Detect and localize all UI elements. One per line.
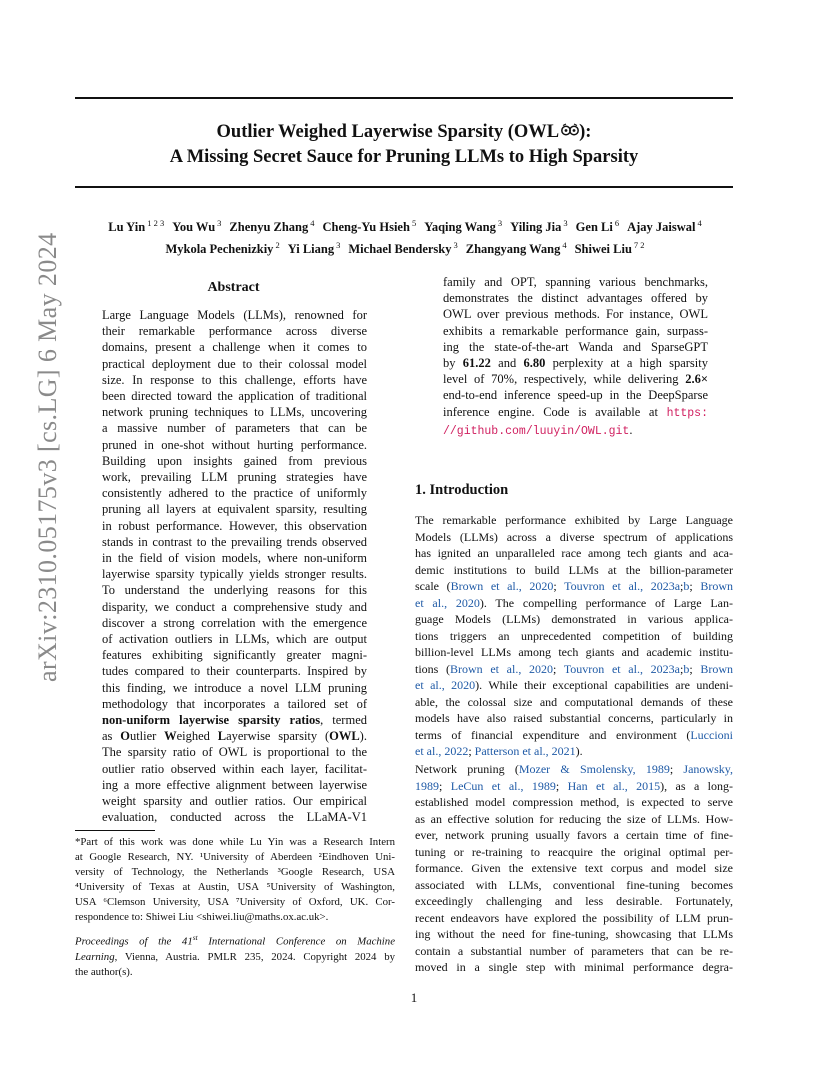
abstract-line: ing a more effective alignment between layerwise xyxy=(102,777,367,792)
author-name: Michael Bendersky $^3$ xyxy=(348,240,458,257)
affiliation-marker: 4 xyxy=(562,240,567,251)
abstract-line: OWL over previous methods. For instance, OWL xyxy=(443,307,708,322)
abstract-line: tudes compared to their counterparts. Inspired by xyxy=(102,664,367,679)
abstract-line: domains, present a challenge when it comes to xyxy=(102,340,367,355)
affiliation-marker: 3 xyxy=(336,240,341,251)
abstract-line: end-to-end inference speed-up in the DeepSparse xyxy=(443,388,708,403)
body-line: tuning or re-training to reacquire the original optimal per- xyxy=(415,844,733,859)
affiliation-marker: 7 2 xyxy=(633,240,645,251)
body-line: formance. Given the extensive text corpus and model size xyxy=(415,861,733,875)
affiliation-marker: 4 xyxy=(310,218,315,228)
abstract-line: layerwise sparsity typically yields stronger results. xyxy=(102,567,367,582)
title-line-1: Outlier Weighed Layerwise Sparsity (OWL ): xyxy=(75,120,733,145)
proceedings-note: Proceedings of the 41st International Conference on Machine Learning, Vienna, Austria. PMLR 235, 2024. Copyright 2024 by the author(s). xyxy=(75,933,395,978)
abstract-line: pruned in one-shot without hurting performance. xyxy=(102,437,367,452)
abstract-line: work, prevailing LLM pruning strategies have xyxy=(102,470,367,485)
affiliation-marker: 1 2 3 xyxy=(147,218,165,228)
body-line: able, the colossal size and computational demands of these xyxy=(415,694,733,709)
affiliation-marker: 6 xyxy=(614,218,620,228)
abstract-left-column xyxy=(102,307,367,826)
affiliation-marker: 3 xyxy=(453,240,458,251)
abstract-line: in the field of vision models, where non-uniform xyxy=(102,551,367,566)
abstract-line: outlier ratio observed within each layer, facilitat- xyxy=(102,761,367,776)
title-rule-bottom xyxy=(75,186,733,188)
authors-line-1 xyxy=(60,214,750,236)
body-line: Models (LLMs) across a diverse spectrum of applications xyxy=(415,529,733,544)
page-number: 1 xyxy=(410,990,418,1005)
citation-link[interactable]: Han et al., 2015 xyxy=(567,778,661,793)
author-name: Cheng-Yu Hsieh $^5$ xyxy=(322,218,417,235)
footnote-line: at Google Research, NY. ¹University of Aberdeen ²Eindhoven Uni- xyxy=(75,851,395,863)
body-line: 1989; LeCun et al., 1989; Han et al., 2015), as a long- xyxy=(415,778,733,793)
citation-link[interactable]: Janowsky, xyxy=(683,762,733,776)
abstract-line: practical deployment due to their colossal model xyxy=(102,356,367,371)
section-heading-introduction: 1. Introduction xyxy=(415,482,509,498)
affiliation-marker: 4 xyxy=(697,218,702,228)
author-name: Ajay Jaiswal $^4$ xyxy=(627,218,702,235)
abstract-results-line: by 61.22 and 6.80 perplexity at a high sparsity xyxy=(443,356,708,371)
author-name: Yi Liang $^3$ xyxy=(287,240,341,257)
body-line: Network pruning (Mozer & Smolensky, 1989; Janowsky, xyxy=(415,762,733,776)
affiliation-marker: 5 xyxy=(411,218,417,228)
citation-link[interactable]: Brown et al., 2020 xyxy=(450,661,554,676)
citation-link[interactable]: Brown xyxy=(700,579,733,593)
footnote-line: respondence to: Shiwei Liu <shiwei.liu@maths.ox.ac.uk>. xyxy=(75,911,329,923)
body-line: contain a substantial number of parameters that can be re- xyxy=(415,943,733,958)
body-line: has ignited an unparalleled race among tech giants and aca- xyxy=(415,546,733,560)
introduction-paragraph-1 xyxy=(415,512,733,760)
abstract-owl-line: as Outlier Weighed Layerwise sparsity (OWL). xyxy=(102,729,367,744)
author-name: Gen Li $^6$ xyxy=(575,218,620,235)
author-name: You Wu $^3$ xyxy=(172,218,222,235)
abstract-line: of activation outliers in LLMs, which are output xyxy=(102,632,367,647)
abstract-line: Large Language Models (LLMs), renowned for xyxy=(102,308,367,322)
abstract-line: disparity, we conduct a comprehensive study and xyxy=(102,599,367,614)
abstract-line: network pruning techniques to LLMs, uncovering xyxy=(102,405,367,420)
affiliation-marker: 3 xyxy=(563,218,568,228)
body-line: guage Models (LLMs) demonstrated in various applica- xyxy=(415,612,733,626)
citation-link[interactable]: 1989 xyxy=(415,778,439,793)
author-list xyxy=(60,214,750,258)
abstract-bold-line: non-uniform layerwise sparsity ratios, termed xyxy=(102,713,367,728)
citation-link[interactable]: LeCun et al., 1989 xyxy=(450,778,556,793)
citation-link[interactable]: Patterson et al., 2021 xyxy=(474,744,576,758)
body-line: ever, network pruning usually favors a certain time of fine- xyxy=(415,828,733,842)
citation-link[interactable]: Mozer & Smolensky, 1989 xyxy=(518,762,670,776)
body-line: tions triggers an unprecedented competition of building xyxy=(415,628,733,643)
abstract-line: consistently adhered to the practice of uniformly xyxy=(102,486,367,501)
abstract-line: a massive number of parameters that can be xyxy=(102,421,367,436)
footnote-line: versity of Technology, the Netherlands ³Google Research, USA xyxy=(75,866,395,878)
code-link-continued[interactable]: //github.com/luuyin/OWL.git xyxy=(443,424,630,438)
title-rule-top xyxy=(75,97,733,99)
abstract-line: Building upon insights gained from previous xyxy=(102,453,367,468)
citation-link[interactable]: et al., 2020 xyxy=(415,678,476,692)
owl-glasses-icon xyxy=(561,120,579,145)
abstract-speedup-line: level of 70%, respectively, while delivering 2.6× xyxy=(443,372,708,387)
body-line: et al., 2020). The compelling performance of Large Lan- xyxy=(415,595,733,610)
body-line: demic institutions to build LLMs at the billion-parameter xyxy=(415,562,733,577)
arxiv-identifier-stamp: arXiv:2310.05175v3 [cs.LG] 6 May 2024 xyxy=(33,232,62,682)
abstract-line: evaluation, conducted across the LLaMA-V1 xyxy=(102,810,367,825)
citation-link[interactable]: Brown xyxy=(700,661,733,676)
abstract-line: weight sparsity and outlier ratios. Our empirical xyxy=(102,794,367,809)
abstract-line: family and OPT, spanning various benchmarks, xyxy=(443,275,708,289)
abstract-line: features exhibiting significantly greater magni- xyxy=(102,648,367,663)
abstract-line: stands in contrast to the prevailing trends observed xyxy=(102,534,367,549)
body-line: established model compression method, is expected to serve xyxy=(415,795,733,809)
abstract-line: this finding, we introduce a novel LLM pruning xyxy=(102,680,367,695)
abstract-line: discover a strong correlation with the emergence xyxy=(102,615,367,630)
author-name: Zhangyang Wang $^4$ xyxy=(465,240,567,257)
abstract-code-line-2: //github.com/luuyin/OWL.git. xyxy=(443,422,633,438)
footnote-rule xyxy=(75,830,155,831)
code-link[interactable]: https: xyxy=(666,406,708,420)
abstract-code-line: inference engine. Code is available at https: xyxy=(443,404,708,420)
authors-line-2 xyxy=(60,236,750,258)
abstract-line: in robust performance. However, this observation xyxy=(102,518,367,533)
author-name: Yaqing Wang $^3$ xyxy=(424,218,503,235)
citation-link[interactable]: Brown et al., 2020 xyxy=(450,579,554,593)
body-line: as an effective solution for reducing the size of LLMs. How- xyxy=(415,811,733,826)
body-line: billion-level LLMs among tech giants and academic institu- xyxy=(415,645,733,659)
body-line: recent endeavors have explored the possibility of LLM prun- xyxy=(415,910,733,925)
citation-link[interactable]: Touvron et al., 2023a xyxy=(563,661,680,676)
footnote-line: USA ⁶Clemson University, USA ⁷University of Oxford, UK. Cor- xyxy=(75,896,395,908)
body-line: associated with LLMs, conventional fine-tuning becomes xyxy=(415,877,733,892)
abstract-line: demonstrates the distinct advantages offered by xyxy=(443,291,708,306)
author-name: Shiwei Liu $^{7 2}$ xyxy=(574,240,645,257)
citation-link[interactable]: et al., 2020 xyxy=(415,595,480,610)
abstract-line: To understand the underlying reasons for this xyxy=(102,583,367,598)
author-name: Lu Yin $^{1 2 3}$ xyxy=(108,218,165,235)
affiliation-marker: 3 xyxy=(497,218,503,228)
abstract-line: pruning all layers at equivalent sparsity, resulting xyxy=(102,502,367,517)
abstract-line: ing the state-of-the-art Wanda and SparseGPT xyxy=(443,339,708,354)
abstract-line: methodology that incorporates a tailored set of xyxy=(102,696,367,711)
body-line: moved in a single step with minimal performance degra- xyxy=(415,960,733,974)
citation-link[interactable]: et al., 2022 xyxy=(415,744,469,758)
abstract-line: been directed toward the application of traditional xyxy=(102,389,367,404)
citation-link[interactable]: b xyxy=(683,579,690,593)
title-line-2: A Missing Secret Sauce for Pruning LLMs to High Sparsity xyxy=(169,147,639,167)
affiliation-marker: 3 xyxy=(217,218,222,228)
body-line: tions (Brown et al., 2020; Touvron et al., 2023a;b; Brown xyxy=(415,661,733,676)
body-line: terms of financial expenditure and environment (Luccioni xyxy=(415,727,733,742)
abstract-right-column xyxy=(443,274,708,440)
body-line: et al., 2020). While their exceptional capabilities are undeni- xyxy=(415,678,733,692)
footnote-line: ⁴University of Texas at Austin, USA ⁵University of Washington, xyxy=(75,881,395,893)
abstract-heading: Abstract xyxy=(207,280,260,295)
abstract-line: The sparsity ratio of OWL is proportional to the xyxy=(102,745,367,760)
citation-link[interactable]: b xyxy=(683,661,690,676)
introduction-paragraph-2 xyxy=(415,761,733,976)
body-line: scale (Brown et al., 2020; Touvron et al., 2023a;b; Brown xyxy=(415,579,733,593)
abstract-line: their remarkable performance across diverse xyxy=(102,324,367,339)
body-line: models have also raised substantial concerns, particularly in xyxy=(415,711,733,725)
affiliation-marker: 2 xyxy=(275,240,280,251)
author-name: Yiling Jia $^3$ xyxy=(510,218,568,235)
author-name: Mykola Pechenizkiy $^2$ xyxy=(165,240,280,257)
paper-title xyxy=(75,120,733,170)
body-line: exceedingly challenging and less desirable. Fortunately, xyxy=(415,894,733,908)
footnote-line: *Part of this work was done while Lu Yin was a Research Intern xyxy=(75,836,395,848)
abstract-line: exhibits a remarkable performance gain, surpass- xyxy=(443,323,708,338)
citation-link[interactable]: Luccioni xyxy=(690,727,733,742)
author-name: Zhenyu Zhang $^4$ xyxy=(229,218,315,235)
body-line: The remarkable performance exhibited by Large Language xyxy=(415,513,733,527)
citation-link[interactable]: Touvron et al., 2023a xyxy=(564,579,681,593)
body-line: ing without the need for fine-tuning, showcasing that LLMs xyxy=(415,927,733,941)
abstract-line: size. In response to this challenge, efforts have xyxy=(102,372,367,387)
body-line: et al., 2022; Patterson et al., 2021). xyxy=(415,744,583,758)
affiliation-footnotes xyxy=(75,835,395,925)
